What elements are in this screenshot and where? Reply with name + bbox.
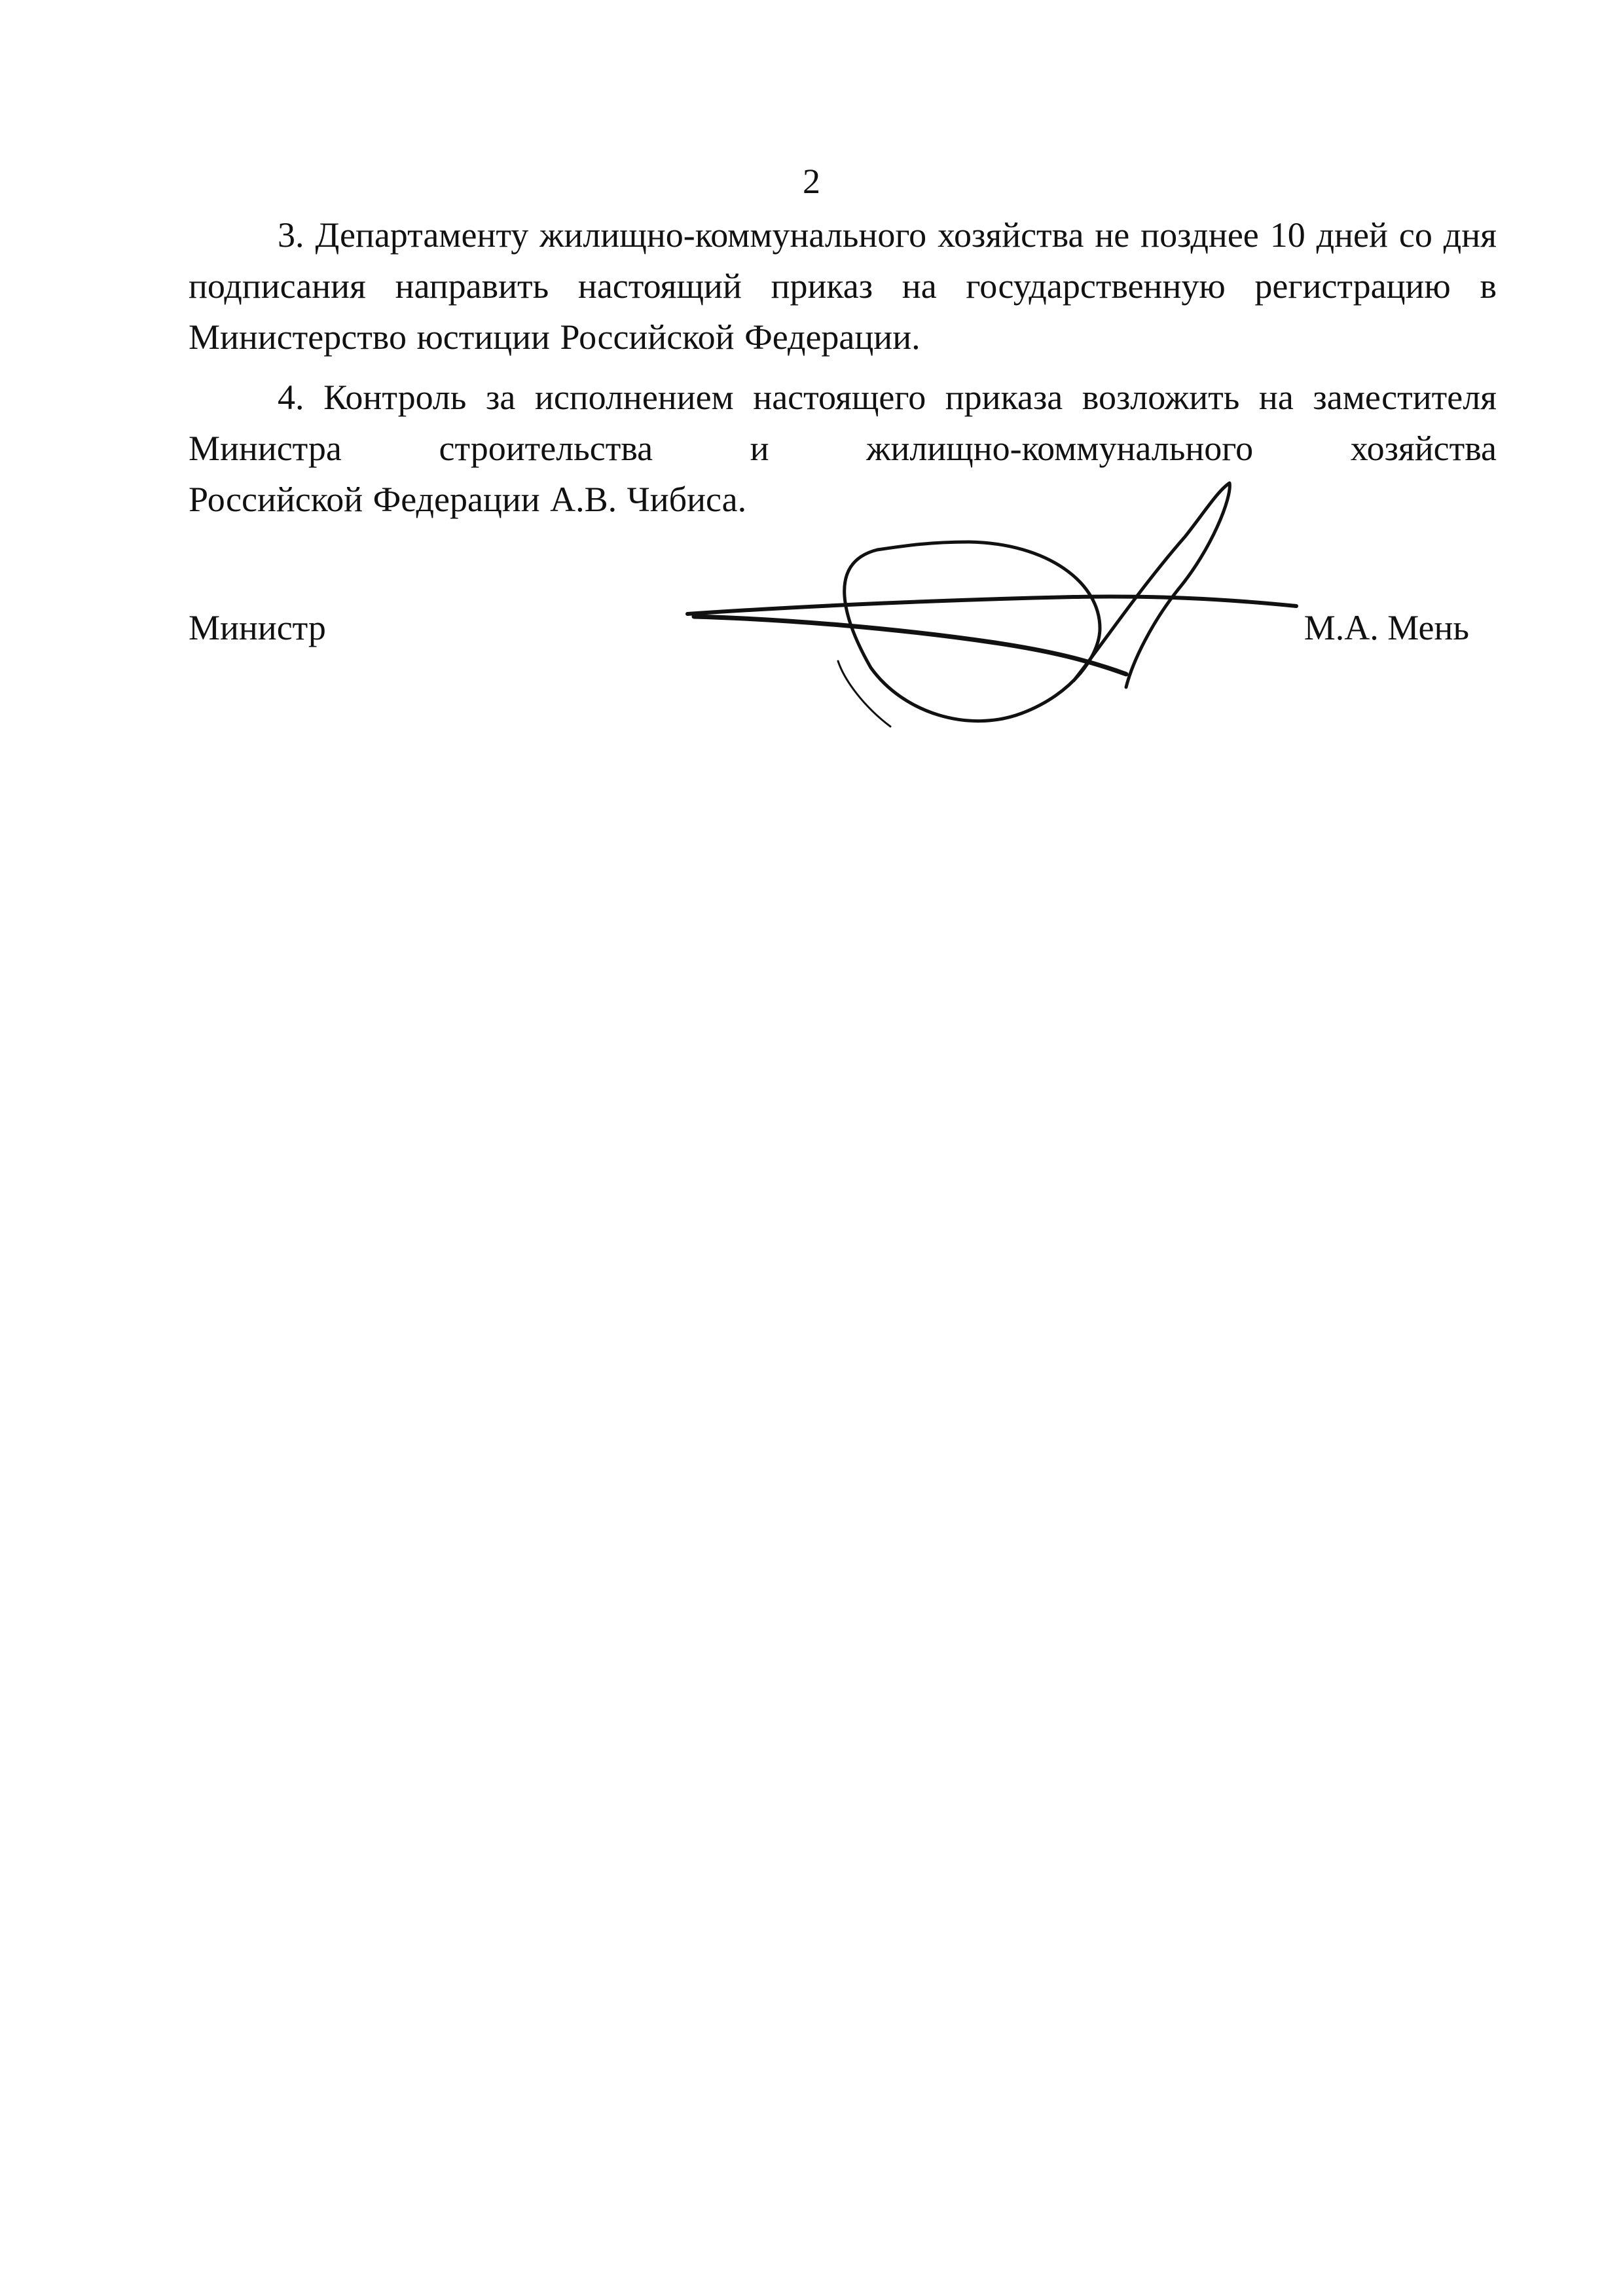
signatory-role: Министр <box>189 608 326 647</box>
paragraph-4-line-2: Министра строительства и жилищно-коммунального хозяйства <box>189 429 1497 468</box>
signature-stroke-loop <box>845 542 1100 721</box>
signature-stroke-underline <box>687 597 1296 614</box>
signature-stroke-ascender <box>1074 483 1230 687</box>
paragraph-4-line-1: 4. Контроль за исполнением настоящего приказа возложить на заместителя <box>278 378 1497 417</box>
signature-stroke-tail <box>838 661 890 726</box>
paragraph-4-line-3: Российской Федерации А.В. Чибиса. <box>189 480 747 519</box>
paragraph-3: 3. Департаменту жилищно-коммунального хозяйства не позднее 10 дней со дня подписания направить настоящий приказ на государственную регистрацию в Министерство юстиции Российской Федерации. <box>189 215 1497 357</box>
handwritten-signature <box>681 471 1303 746</box>
signature-stroke-taper <box>694 617 1126 674</box>
page-number: 2 <box>803 162 820 201</box>
signatory-name: М.А. Мень <box>1304 608 1469 647</box>
